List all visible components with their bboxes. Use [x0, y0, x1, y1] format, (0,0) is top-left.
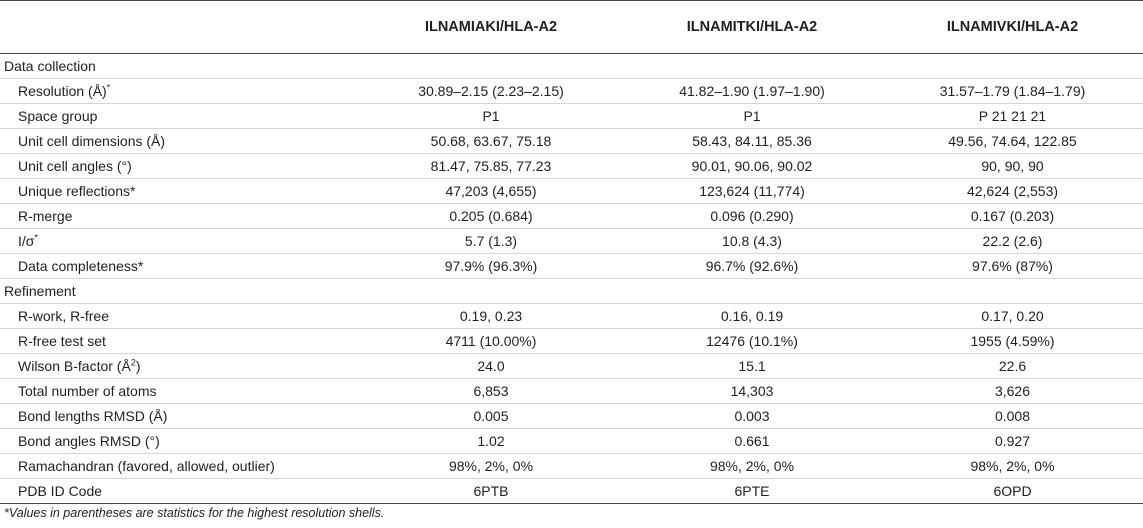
table-cell: 24.0 — [360, 354, 622, 379]
table-row — [0, 304, 1143, 329]
header-empty-cell — [0, 1, 360, 54]
header-complex-1: ILNAMIAKI/HLA-A2 — [360, 1, 622, 54]
table-cell: 1955 (4.59%) — [882, 329, 1143, 354]
table-cell: 96.7% (92.6%) — [622, 254, 882, 279]
table-row — [0, 354, 1143, 379]
row-label: R-free test set — [0, 329, 360, 354]
table-cell: 0.096 (0.290) — [622, 204, 882, 229]
table-cell: 90, 90, 90 — [882, 154, 1143, 179]
table-cell: 98%, 2%, 0% — [882, 454, 1143, 479]
table-cell: P1 — [360, 104, 622, 129]
table-row — [0, 104, 1143, 129]
table-cell: 0.205 (0.684) — [360, 204, 622, 229]
table-cell: 97.9% (96.3%) — [360, 254, 622, 279]
table-cell: 0.927 — [882, 429, 1143, 454]
table-cell: 12476 (10.1%) — [622, 329, 882, 354]
table-cell: 22.6 — [882, 354, 1143, 379]
section-title: Refinement — [0, 279, 1143, 304]
table-cell: 4711 (10.00%) — [360, 329, 622, 354]
row-label: Ramachandran (favored, allowed, outlier) — [0, 454, 360, 479]
table-cell: 0.167 (0.203) — [882, 204, 1143, 229]
table-cell: 3,626 — [882, 379, 1143, 404]
header-complex-3: ILNAMIVKI/HLA-A2 — [882, 1, 1143, 54]
table-row — [0, 404, 1143, 429]
table-cell: 6OPD — [882, 479, 1143, 504]
table-cell: 0.16, 0.19 — [622, 304, 882, 329]
table-cell: 97.6% (87%) — [882, 254, 1143, 279]
row-label: Bond angles RMSD (°) — [0, 429, 360, 454]
table-row — [0, 229, 1143, 254]
row-label: Unit cell angles (°) — [0, 154, 360, 179]
row-label: I/σ* — [0, 229, 360, 254]
row-label: R-work, R-free — [0, 304, 360, 329]
table-cell: 98%, 2%, 0% — [622, 454, 882, 479]
table-cell: 42,624 (2,553) — [882, 179, 1143, 204]
row-label: Data completeness* — [0, 254, 360, 279]
table-cell: 15.1 — [622, 354, 882, 379]
header-complex-2: ILNAMITKI/HLA-A2 — [622, 1, 882, 54]
table-header — [0, 1, 1143, 54]
table-cell: 14,303 — [622, 379, 882, 404]
row-label: PDB ID Code — [0, 479, 360, 504]
table-cell: P1 — [622, 104, 882, 129]
table-row — [0, 129, 1143, 154]
section-title: Data collection — [0, 54, 1143, 79]
row-label: Resolution (Å)* — [0, 79, 360, 104]
table-footnote: *Values in parentheses are statistics for the highest resolution shells. — [4, 506, 385, 520]
table-cell: 31.57–1.79 (1.84–1.79) — [882, 79, 1143, 104]
row-label: R-merge — [0, 204, 360, 229]
row-label: Space group — [0, 104, 360, 129]
table-cell: 6PTE — [622, 479, 882, 504]
table-cell: 6PTB — [360, 479, 622, 504]
table-cell: P 21 21 21 — [882, 104, 1143, 129]
row-label: Total number of atoms — [0, 379, 360, 404]
table-cell: 123,624 (11,774) — [622, 179, 882, 204]
table-body — [0, 54, 1143, 504]
table-cell: 0.005 — [360, 404, 622, 429]
table-cell: 1.02 — [360, 429, 622, 454]
table-row — [0, 154, 1143, 179]
table-cell: 90.01, 90.06, 90.02 — [622, 154, 882, 179]
row-label: Wilson B-factor $(Å^2)$ — [0, 354, 360, 379]
table-cell: 98%, 2%, 0% — [360, 454, 622, 479]
row-label: Bond lengths RMSD (Å) — [0, 404, 360, 429]
table-row — [0, 379, 1143, 404]
table-row — [0, 79, 1143, 104]
table-cell: 50.68, 63.67, 75.18 — [360, 129, 622, 154]
table-cell: 22.2 (2.6) — [882, 229, 1143, 254]
table-row — [0, 254, 1143, 279]
table-row — [0, 454, 1143, 479]
table-cell: 47,203 (4,655) — [360, 179, 622, 204]
row-label: Unique reflections* — [0, 179, 360, 204]
section-row-data-collection — [0, 54, 1143, 79]
section-row-refinement — [0, 279, 1143, 304]
table-row — [0, 429, 1143, 454]
row-label: Unit cell dimensions (Å) — [0, 129, 360, 154]
table-row — [0, 329, 1143, 354]
header-row — [0, 1, 1143, 54]
table-cell: 0.003 — [622, 404, 882, 429]
table-cell: 81.47, 75.85, 77.23 — [360, 154, 622, 179]
table-cell: 5.7 (1.3) — [360, 229, 622, 254]
table-cell: 10.8 (4.3) — [622, 229, 882, 254]
table-cell: 58.43, 84.11, 85.36 — [622, 129, 882, 154]
table-cell: 0.17, 0.20 — [882, 304, 1143, 329]
table-row — [0, 204, 1143, 229]
table-cell: 41.82–1.90 (1.97–1.90) — [622, 79, 882, 104]
table-cell: 0.661 — [622, 429, 882, 454]
table-row — [0, 179, 1143, 204]
table-cell: 0.19, 0.23 — [360, 304, 622, 329]
table-cell: 0.008 — [882, 404, 1143, 429]
table-cell: 49.56, 74.64, 122.85 — [882, 129, 1143, 154]
table-cell: 6,853 — [360, 379, 622, 404]
table-row — [0, 479, 1143, 504]
table-cell: 30.89–2.15 (2.23–2.15) — [360, 79, 622, 104]
